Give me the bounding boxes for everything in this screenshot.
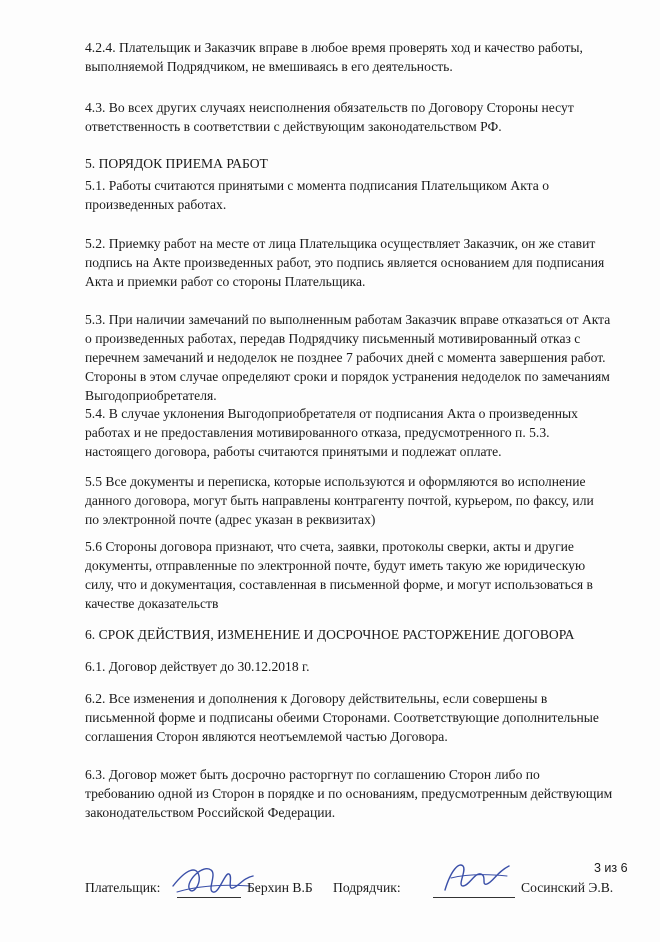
clause-5-1: [85, 176, 633, 214]
clause-5-4: [85, 404, 633, 461]
text-line: работах и не предоставления мотивированного отказа, предусмотренного п. 5.3.: [85, 425, 550, 440]
text-line: 6.1. Договор действует до 30.12.2018 г.: [85, 659, 310, 674]
text-line: 4.3. Во всех других случаях неисполнения обязательств по Договору Стороны несут: [85, 100, 574, 115]
clause-4-3: [85, 98, 633, 136]
text-line: качестве доказательств: [85, 596, 219, 611]
text-line: по электронной почте (адрес указан в реквизитах): [85, 512, 376, 527]
contractor-name: Сосинский Э.В.: [521, 880, 614, 895]
clause-4-2-4: [85, 38, 633, 76]
text-line: силу, что и документация, составленная в письменной форме, и могут использоваться в: [85, 577, 593, 592]
text-line: Стороны в этом случае определяют сроки и порядок устранения недоделок по замечаниям: [85, 369, 610, 384]
payer-label: Плательщик:: [85, 880, 161, 895]
section-6-heading: 6. СРОК ДЕЙСТВИЯ, ИЗМЕНЕНИЕ И ДОСРОЧНОЕ РАСТОРЖЕНИЕ ДОГОВОРА: [85, 627, 575, 642]
text-line: Акта и приемки работ со стороны Плательщика.: [85, 274, 366, 289]
section-5-heading: 5. ПОРЯДОК ПРИЕМА РАБОТ: [85, 156, 268, 171]
contractor-signature: [437, 852, 517, 900]
clause-5-5: [85, 472, 633, 529]
clause-6-2: [85, 689, 633, 746]
payer-signature: [167, 856, 257, 904]
clause-5-3: [85, 310, 633, 405]
text-line: настоящего договора, работы считаются принятыми и подлежат оплате.: [85, 444, 502, 459]
signature-row: [85, 880, 645, 910]
text-line: соглашения Сторон являются неотъемлемой частью Договора.: [85, 729, 448, 744]
text-line: произведенных работах.: [85, 197, 227, 212]
text-line: о произведенных работах, передав Подрядчику письменный мотивированный отказ с: [85, 331, 581, 346]
clause-5-6: [85, 537, 633, 613]
text-line: ответственность в соответствии с действующим законодательством РФ.: [85, 119, 502, 134]
text-line: требованию одной из Сторон в порядке и по основаниям, предусмотренным действующим: [85, 786, 613, 801]
text-line: 5.5 Все документы и переписка, которые используются и оформляются во исполнение: [85, 474, 586, 489]
text-line: 5.3. При наличии замечаний по выполненным работам Заказчик вправе отказаться от Акта: [85, 312, 611, 327]
text-line: выполняемой Подрядчиком, не вмешиваясь в его деятельность.: [85, 59, 453, 74]
text-line: 5.4. В случае уклонения Выгодоприобретателя от подписания Акта о произведенных: [85, 406, 578, 421]
text-line: данного договора, могут быть направлены контрагенту почтой, курьером, по факсу, или: [85, 493, 594, 508]
text-line: перечнем замечаний и недоделок не позднее 7 рабочих дней с момента завершения работ.: [85, 350, 606, 365]
contractor-label: Подрядчик:: [333, 880, 401, 895]
clause-5-2: [85, 234, 633, 291]
text-line: 5.2. Приемку работ на месте от лица Плательщика осуществляет Заказчик, он же ставит: [85, 236, 596, 251]
text-line: 4.2.4. Плательщик и Заказчик вправе в любое время проверять ход и качество работы,: [85, 40, 583, 55]
text-line: законодательством Российской Федерации.: [85, 805, 336, 820]
text-line: 5.6 Стороны договора признают, что счета, заявки, протоколы сверки, акты и другие: [85, 539, 574, 554]
clause-6-1: [85, 657, 633, 676]
clause-6-3: [85, 765, 633, 822]
text-line: 6.2. Все изменения и дополнения к Договору действительны, если совершены в: [85, 691, 548, 706]
text-line: Выгодоприобретателя.: [85, 388, 217, 403]
page-number: 3 из 6: [594, 861, 628, 875]
text-line: 6.3. Договор может быть досрочно расторгнут по соглашению Сторон либо по: [85, 767, 540, 782]
payer-name: Берхин В.Б: [247, 880, 313, 895]
text-line: документы, отправленные по электронной почте, будут иметь такую же юридическую: [85, 558, 586, 573]
text-line: 5.1. Работы считаются принятыми с момента подписания Плательщиком Акта о: [85, 178, 550, 193]
text-line: письменной форме и подписаны обеими Сторонами. Соответствующие дополнительные: [85, 710, 599, 725]
text-line: подпись на Акте произведенных работ, это подпись является основанием для подписания: [85, 255, 605, 270]
